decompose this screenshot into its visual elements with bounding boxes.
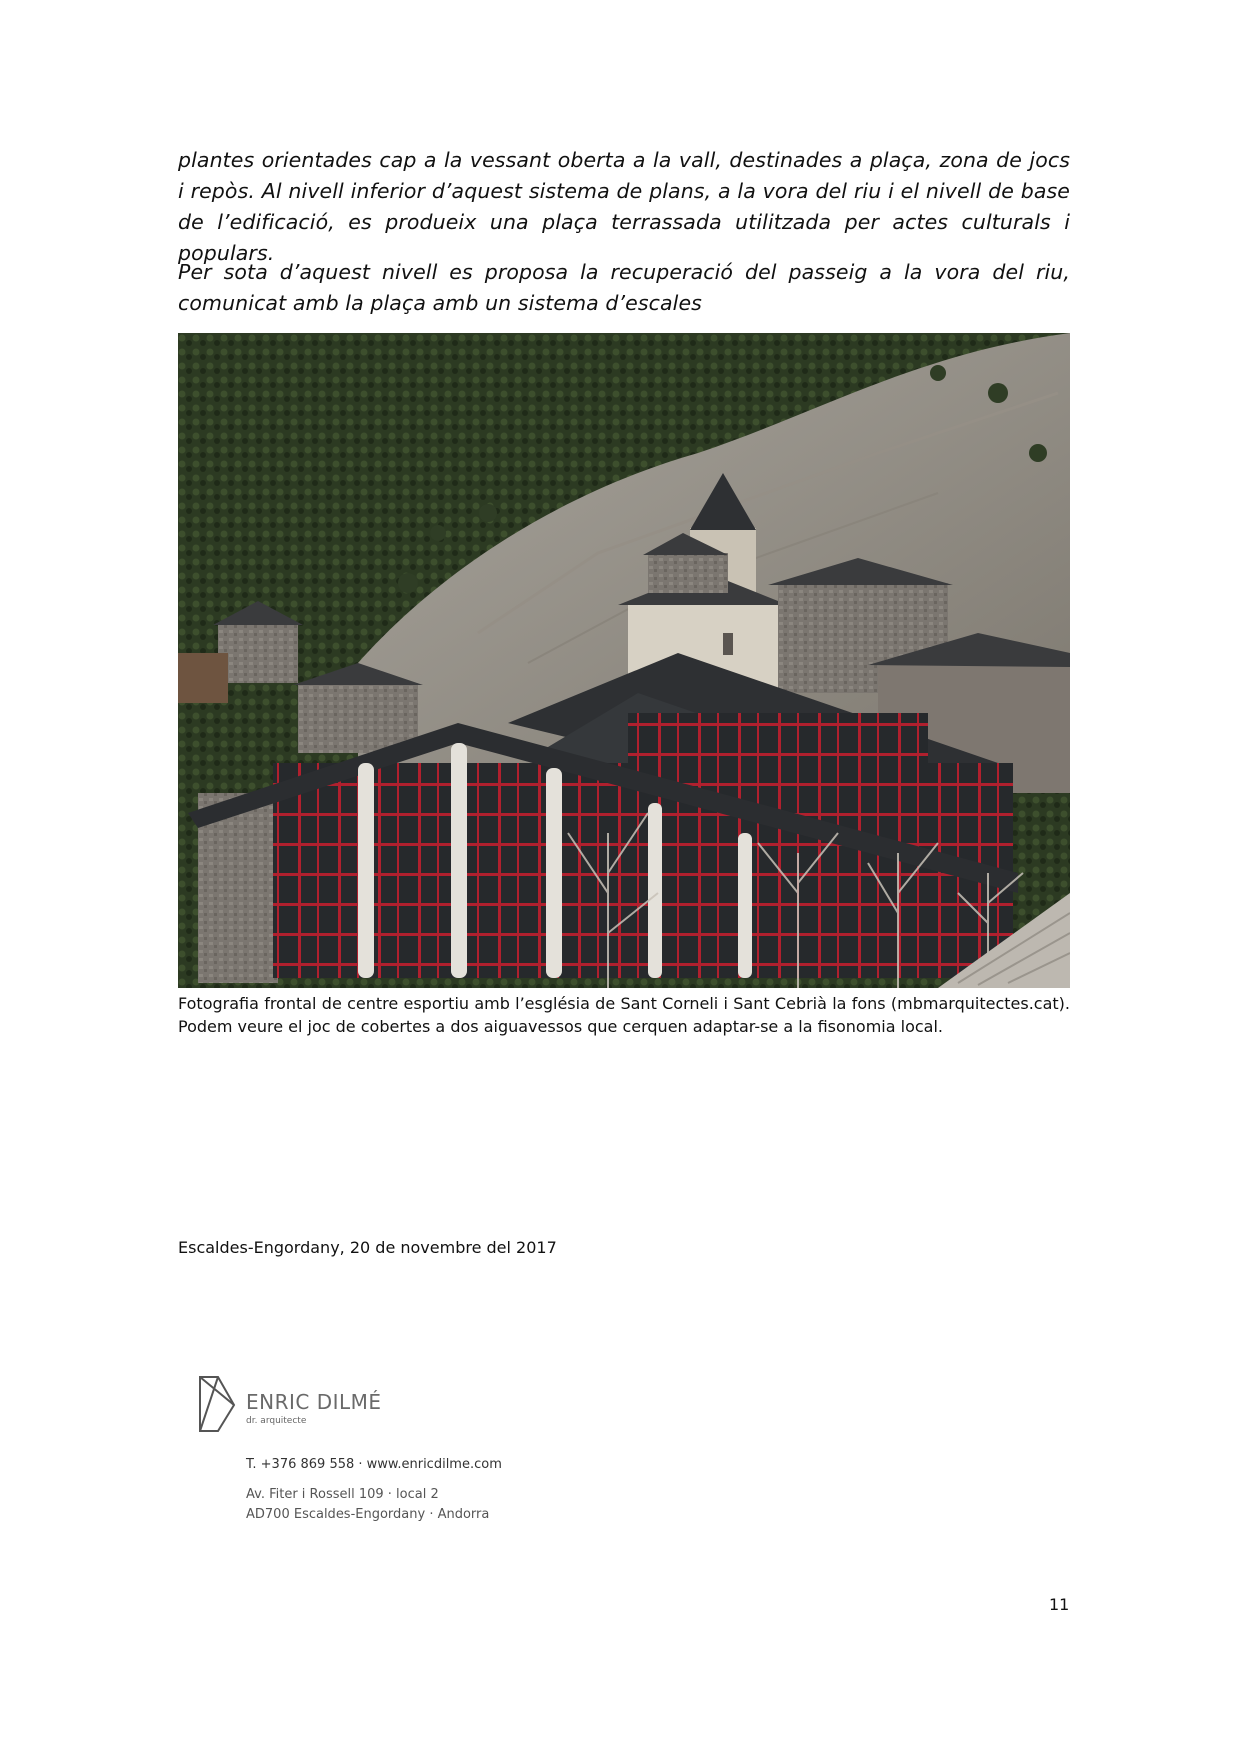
page-number: 11 [1049, 1595, 1070, 1614]
body-paragraph-2: Per sota d’aquest nivell es proposa la recuperació del passeig a la vora del riu, comunicat amb la plaça amb un sistema d’escales [178, 260, 1070, 315]
sports-centre-photo [178, 333, 1070, 988]
enric-dilme-logo-icon [198, 1375, 236, 1433]
letterhead-name: ENRIC DILMÉ [246, 1390, 382, 1414]
letterhead-address-1: Av. Fiter i Rossell 109 · local 2 [246, 1487, 439, 1502]
letterhead-phone-web: T. +376 869 558 · www.enricdilme.com [246, 1457, 502, 1472]
letterhead-subtitle: dr. arquitecte [246, 1416, 307, 1426]
figure-caption: Fotografia frontal de centre esportiu amb l’església de Sant Corneli i Sant Cebrià la fons (mbmarquitectes.cat). Podem veure el joc de cobertes a dos aiguavessos que cerquen adaptar-se a la fisonomia local. [178, 994, 1070, 1036]
letterhead-address-2: AD700 Escaldes-Engordany · Andorra [246, 1507, 490, 1522]
body-paragraph-1: plantes orientades cap a la vessant oberta a la vall, destinades a plaça, zona de jocs i repòs. Al nivell inferior d’aquest sistema de plans, a la vora del riu i el nivell de base de l’edificació, es produeix una plaça terrassada utilitzada per actes culturals i populars. [178, 148, 1070, 265]
place-and-date: Escaldes-Engordany, 20 de novembre del 2017 [178, 1238, 557, 1257]
